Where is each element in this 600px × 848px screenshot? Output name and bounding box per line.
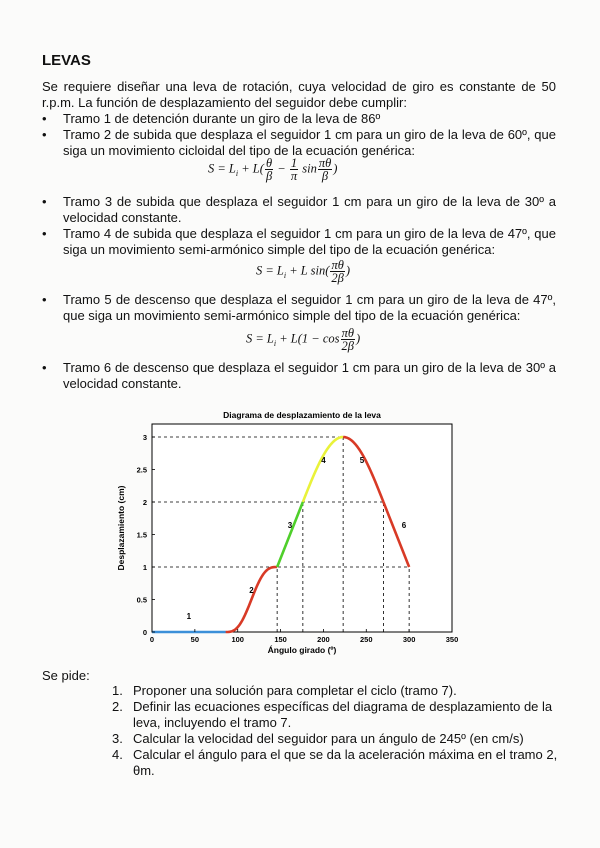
bullet-dot: • bbox=[42, 194, 47, 209]
bullet-text: Tramo 5 de descenso que desplaza el seguidor 1 cm para un giro de la leva de 47º, que siga un movimiento semi-armónico simple del tipo de la ecuación genérica: bbox=[63, 292, 556, 323]
task-4: 4. Calcular el ángulo para el que se da la aceleración máxima en el tramo 2, θm. bbox=[112, 747, 558, 778]
bullet-dot: • bbox=[42, 292, 47, 307]
y-tick-label: 1.5 bbox=[136, 530, 147, 540]
task-2: 2. Definir las ecuaciones específicas del diagrama de desplazamiento de la leva, incluyendo el tramo 7. bbox=[112, 699, 553, 730]
bullet-tramo-1 bbox=[42, 111, 556, 127]
y-axis-label: Desplazamiento (cm) bbox=[116, 485, 126, 571]
bullet-dot: • bbox=[42, 111, 47, 126]
segment-label-1: 1 bbox=[186, 612, 192, 621]
se-pide-label: Se pide: bbox=[42, 668, 90, 683]
x-axis-label: Ángulo girado (º) bbox=[267, 645, 337, 655]
intro-paragraph: Se requiere diseñar una leva de rotación, cuya velocidad de giro es constante de 50 r.p.m. La función de desplazamiento del seguidor debe cumplir: bbox=[42, 79, 556, 110]
bullet-tramo-6 bbox=[42, 360, 556, 392]
plot-area bbox=[152, 424, 452, 632]
segment-label-4: 4 bbox=[321, 456, 326, 465]
bullet-text: Tramo 2 de subida que desplaza el seguidor 1 cm para un giro de la leva de 60º, que siga un movimiento cicloidal del tipo de la ecuación genérica: bbox=[63, 127, 556, 158]
section-title: LEVAS bbox=[42, 52, 91, 69]
segment-label-5: 5 bbox=[359, 456, 365, 465]
task-3: 3. Calcular la velocidad del seguidor para un ángulo de 245º (en cm/s) bbox=[112, 731, 524, 746]
y-tick-label: 0.5 bbox=[136, 595, 147, 605]
y-tick-label: 3 bbox=[142, 433, 147, 442]
y-tick-label: 2.5 bbox=[136, 465, 147, 475]
bullet-text: Tramo 1 de detención durante un giro de la leva de 86º bbox=[63, 111, 381, 126]
task-1: 1. Proponer una solución para completar el ciclo (tramo 7). bbox=[112, 683, 457, 698]
displacement-chart bbox=[110, 406, 480, 668]
x-tick-label: 300 bbox=[402, 635, 416, 644]
bullet-tramo-4 bbox=[42, 226, 556, 258]
bullet-dot: • bbox=[42, 360, 47, 375]
y-tick-label: 0 bbox=[142, 628, 147, 637]
x-tick-label: 250 bbox=[360, 635, 373, 644]
y-tick-label: 1 bbox=[142, 563, 147, 572]
bullet-text: Tramo 6 de descenso que desplaza el seguidor 1 cm para un giro de la leva de 30º a velocidad constante. bbox=[63, 360, 556, 391]
bullet-text: Tramo 3 de subida que desplaza el seguidor 1 cm para un giro de la leva de 30º a velocidad constante. bbox=[63, 194, 556, 225]
segment-label-2: 2 bbox=[249, 586, 254, 595]
bullet-dot: • bbox=[42, 127, 47, 142]
bullet-tramo-2 bbox=[42, 127, 556, 159]
bullet-tramo-5 bbox=[42, 292, 556, 324]
segment-label-3: 3 bbox=[287, 521, 293, 530]
x-tick-label: 0 bbox=[149, 635, 155, 644]
bullet-text: Tramo 4 de subida que desplaza el seguidor 1 cm para un giro de la leva de 47º, que siga un movimiento semi-armónico simple del tipo de la ecuación genérica: bbox=[63, 226, 556, 257]
x-tick-label: 50 bbox=[190, 635, 200, 644]
x-tick-label: 350 bbox=[445, 635, 459, 644]
chart-title: Diagrama de desplazamiento de la leva bbox=[223, 410, 381, 420]
x-tick-label: 100 bbox=[231, 635, 244, 644]
x-tick-label: 150 bbox=[274, 635, 287, 644]
equation-cycloidal: $S = L_i + L$( $\frac{\theta}{\beta}$ − $\frac{1}{\pi}$ sin $\frac{\pi\theta}{\beta}$ ) bbox=[208, 156, 338, 183]
x-tick-label: 200 bbox=[317, 635, 330, 644]
segment-label-6: 6 bbox=[401, 521, 407, 530]
y-tick-label: 2 bbox=[142, 498, 147, 507]
bullet-tramo-3 bbox=[42, 194, 556, 226]
equation-harmonic-rise: $S = L_i + L$ sin( $\frac{\pi\theta}{2\beta}$ ) bbox=[256, 258, 351, 285]
equation-harmonic-fall: $S = L_i + L(1 - \cos$ $\frac{\pi\theta}{2\beta}$ ) bbox=[246, 326, 361, 353]
bullet-dot: • bbox=[42, 226, 47, 241]
